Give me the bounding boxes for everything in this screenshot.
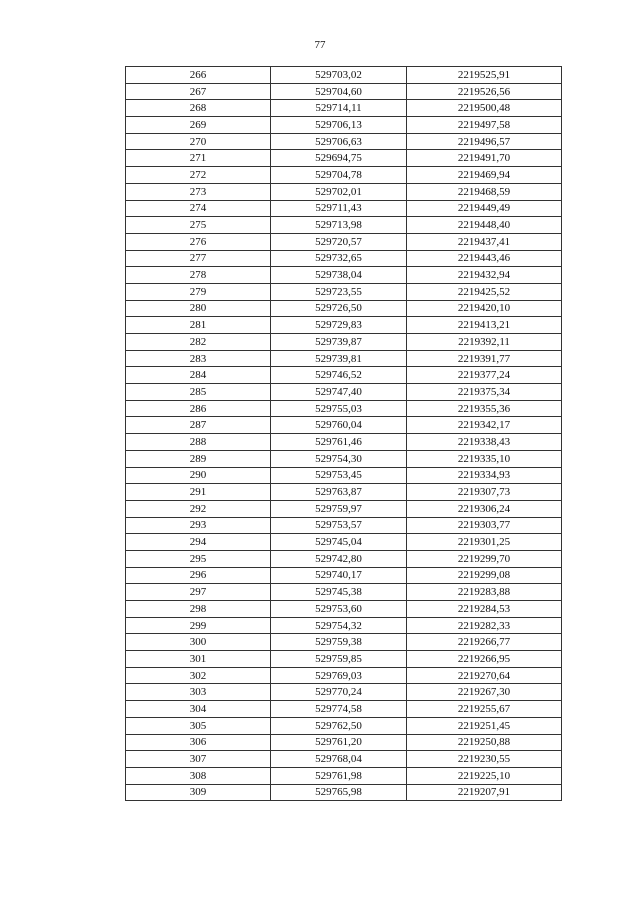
x-coordinate-cell: 529759,85 [271,651,407,668]
point-number-cell: 309 [126,784,271,801]
table-row [126,200,562,217]
x-coordinate-cell: 529745,04 [271,534,407,551]
point-number-cell: 288 [126,434,271,451]
point-number-cell: 289 [126,450,271,467]
point-number-cell: 284 [126,367,271,384]
y-coordinate-cell: 2219469,94 [407,167,562,184]
coordinates-table-body [126,67,562,801]
table-row [126,83,562,100]
point-number-cell: 302 [126,667,271,684]
point-number-cell: 306 [126,734,271,751]
point-number-cell: 280 [126,300,271,317]
point-number-cell: 277 [126,250,271,267]
table-row [126,484,562,501]
page-number: 77 [314,39,326,51]
y-coordinate-cell: 2219225,10 [407,767,562,784]
table-row [126,167,562,184]
y-coordinate-cell: 2219255,67 [407,701,562,718]
y-coordinate-cell: 2219449,49 [407,200,562,217]
y-coordinate-cell: 2219425,52 [407,283,562,300]
x-coordinate-cell: 529754,32 [271,617,407,634]
point-number-cell: 285 [126,384,271,401]
table-row [126,117,562,134]
point-number-cell: 274 [126,200,271,217]
table-row [126,734,562,751]
x-coordinate-cell: 529754,30 [271,450,407,467]
y-coordinate-cell: 2219230,55 [407,751,562,768]
table-row [126,701,562,718]
point-number-cell: 281 [126,317,271,334]
table-row [126,634,562,651]
point-number-cell: 304 [126,701,271,718]
point-number-cell: 300 [126,634,271,651]
y-coordinate-cell: 2219299,70 [407,550,562,567]
x-coordinate-cell: 529759,97 [271,500,407,517]
table-row [126,334,562,351]
y-coordinate-cell: 2219413,21 [407,317,562,334]
x-coordinate-cell: 529761,46 [271,434,407,451]
y-coordinate-cell: 2219338,43 [407,434,562,451]
y-coordinate-cell: 2219525,91 [407,67,562,84]
y-coordinate-cell: 2219266,95 [407,651,562,668]
x-coordinate-cell: 529706,13 [271,117,407,134]
y-coordinate-cell: 2219468,59 [407,183,562,200]
table-row [126,317,562,334]
x-coordinate-cell: 529759,38 [271,634,407,651]
x-coordinate-cell: 529747,40 [271,384,407,401]
y-coordinate-cell: 2219437,41 [407,233,562,250]
x-coordinate-cell: 529704,60 [271,83,407,100]
point-number-cell: 292 [126,500,271,517]
x-coordinate-cell: 529713,98 [271,217,407,234]
x-coordinate-cell: 529726,50 [271,300,407,317]
x-coordinate-cell: 529761,20 [271,734,407,751]
point-number-cell: 268 [126,100,271,117]
table-row [126,567,562,584]
table-row [126,400,562,417]
x-coordinate-cell: 529768,04 [271,751,407,768]
point-number-cell: 290 [126,467,271,484]
x-coordinate-cell: 529762,50 [271,717,407,734]
table-row [126,283,562,300]
point-number-cell: 303 [126,684,271,701]
x-coordinate-cell: 529720,57 [271,233,407,250]
point-number-cell: 291 [126,484,271,501]
table-row [126,417,562,434]
y-coordinate-cell: 2219267,30 [407,684,562,701]
x-coordinate-cell: 529745,38 [271,584,407,601]
x-coordinate-cell: 529739,81 [271,350,407,367]
x-coordinate-cell: 529746,52 [271,367,407,384]
x-coordinate-cell: 529739,87 [271,334,407,351]
x-coordinate-cell: 529760,04 [271,417,407,434]
table-row [126,617,562,634]
table-row [126,267,562,284]
point-number-cell: 272 [126,167,271,184]
table-row [126,517,562,534]
y-coordinate-cell: 2219342,17 [407,417,562,434]
y-coordinate-cell: 2219303,77 [407,517,562,534]
y-coordinate-cell: 2219250,88 [407,734,562,751]
y-coordinate-cell: 2219301,25 [407,534,562,551]
table-row [126,434,562,451]
table-row [126,500,562,517]
table-row [126,684,562,701]
y-coordinate-cell: 2219391,77 [407,350,562,367]
point-number-cell: 308 [126,767,271,784]
table-row [126,183,562,200]
point-number-cell: 296 [126,567,271,584]
x-coordinate-cell: 529740,17 [271,567,407,584]
y-coordinate-cell: 2219375,34 [407,384,562,401]
point-number-cell: 298 [126,601,271,618]
point-number-cell: 271 [126,150,271,167]
table-row [126,667,562,684]
y-coordinate-cell: 2219355,36 [407,400,562,417]
y-coordinate-cell: 2219335,10 [407,450,562,467]
x-coordinate-cell: 529702,01 [271,183,407,200]
y-coordinate-cell: 2219392,11 [407,334,562,351]
y-coordinate-cell: 2219307,73 [407,484,562,501]
table-row [126,350,562,367]
x-coordinate-cell: 529706,63 [271,133,407,150]
table-row [126,467,562,484]
table-row [126,367,562,384]
x-coordinate-cell: 529738,04 [271,267,407,284]
point-number-cell: 295 [126,550,271,567]
y-coordinate-cell: 2219270,64 [407,667,562,684]
point-number-cell: 282 [126,334,271,351]
table-row [126,584,562,601]
y-coordinate-cell: 2219251,45 [407,717,562,734]
x-coordinate-cell: 529753,60 [271,601,407,618]
table-row [126,150,562,167]
y-coordinate-cell: 2219443,46 [407,250,562,267]
point-number-cell: 293 [126,517,271,534]
y-coordinate-cell: 2219500,48 [407,100,562,117]
y-coordinate-cell: 2219432,94 [407,267,562,284]
table-row [126,534,562,551]
point-number-cell: 273 [126,183,271,200]
table-row [126,67,562,84]
table-row [126,717,562,734]
y-coordinate-cell: 2219283,88 [407,584,562,601]
point-number-cell: 266 [126,67,271,84]
y-coordinate-cell: 2219497,58 [407,117,562,134]
y-coordinate-cell: 2219299,08 [407,567,562,584]
table-row [126,300,562,317]
point-number-cell: 283 [126,350,271,367]
y-coordinate-cell: 2219377,24 [407,367,562,384]
point-number-cell: 299 [126,617,271,634]
point-number-cell: 278 [126,267,271,284]
x-coordinate-cell: 529769,03 [271,667,407,684]
y-coordinate-cell: 2219282,33 [407,617,562,634]
coordinates-table [125,66,562,801]
table-row [126,550,562,567]
table-row [126,250,562,267]
point-number-cell: 267 [126,83,271,100]
x-coordinate-cell: 529753,57 [271,517,407,534]
point-number-cell: 279 [126,283,271,300]
y-coordinate-cell: 2219266,77 [407,634,562,651]
y-coordinate-cell: 2219420,10 [407,300,562,317]
point-number-cell: 287 [126,417,271,434]
y-coordinate-cell: 2219207,91 [407,784,562,801]
table-row [126,751,562,768]
point-number-cell: 294 [126,534,271,551]
table-row [126,384,562,401]
x-coordinate-cell: 529753,45 [271,467,407,484]
table-row [126,233,562,250]
point-number-cell: 276 [126,233,271,250]
table-row [126,133,562,150]
x-coordinate-cell: 529742,80 [271,550,407,567]
x-coordinate-cell: 529723,55 [271,283,407,300]
table-row [126,217,562,234]
x-coordinate-cell: 529770,24 [271,684,407,701]
y-coordinate-cell: 2219334,93 [407,467,562,484]
point-number-cell: 286 [126,400,271,417]
x-coordinate-cell: 529711,43 [271,200,407,217]
table-row [126,601,562,618]
point-number-cell: 269 [126,117,271,134]
x-coordinate-cell: 529774,58 [271,701,407,718]
table-row [126,450,562,467]
x-coordinate-cell: 529755,03 [271,400,407,417]
point-number-cell: 270 [126,133,271,150]
point-number-cell: 307 [126,751,271,768]
x-coordinate-cell: 529765,98 [271,784,407,801]
y-coordinate-cell: 2219284,53 [407,601,562,618]
x-coordinate-cell: 529729,83 [271,317,407,334]
x-coordinate-cell: 529763,87 [271,484,407,501]
y-coordinate-cell: 2219448,40 [407,217,562,234]
table-row [126,784,562,801]
point-number-cell: 301 [126,651,271,668]
y-coordinate-cell: 2219496,57 [407,133,562,150]
table-row [126,651,562,668]
point-number-cell: 275 [126,217,271,234]
x-coordinate-cell: 529761,98 [271,767,407,784]
table-row [126,100,562,117]
point-number-cell: 297 [126,584,271,601]
y-coordinate-cell: 2219491,70 [407,150,562,167]
x-coordinate-cell: 529714,11 [271,100,407,117]
y-coordinate-cell: 2219526,56 [407,83,562,100]
x-coordinate-cell: 529704,78 [271,167,407,184]
x-coordinate-cell: 529732,65 [271,250,407,267]
table-row [126,767,562,784]
y-coordinate-cell: 2219306,24 [407,500,562,517]
point-number-cell: 305 [126,717,271,734]
x-coordinate-cell: 529703,02 [271,67,407,84]
x-coordinate-cell: 529694,75 [271,150,407,167]
